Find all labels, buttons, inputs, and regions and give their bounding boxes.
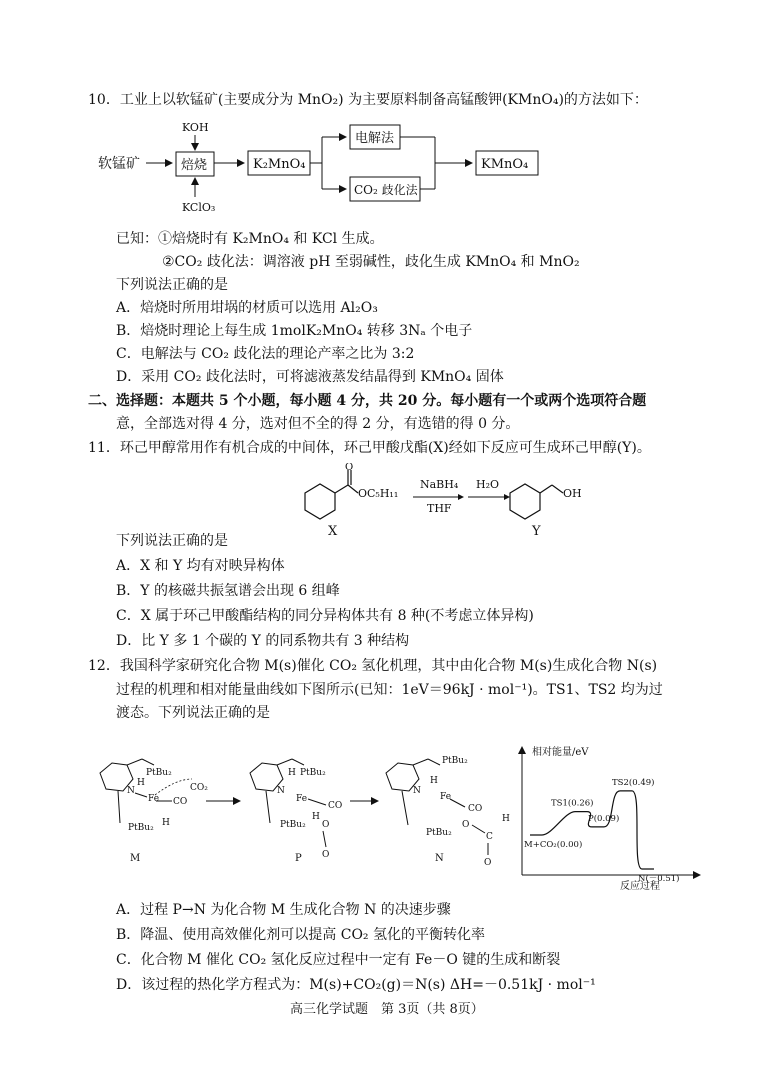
q12-option-a: A．过程 P→N 为化合物 M 生成化合物 N 的决速步骤	[116, 902, 451, 918]
svg-text:O: O	[322, 820, 330, 830]
svg-text:PtBu₂: PtBu₂	[426, 828, 452, 838]
q10-option-a: A．焙烧时所用坩埚的材质可以选用 Al₂O₃	[116, 300, 378, 316]
svg-text:N: N	[127, 786, 135, 796]
q12-stem-2: 过程的机理和相对能量曲线如下图所示(已知：1eV＝96kJ · mol⁻¹)。TS1、TS2 均为过	[116, 682, 663, 698]
svg-text:C: C	[486, 832, 493, 842]
svg-text:CO: CO	[468, 804, 483, 814]
q12-option-c: C．化合物 M 催化 CO₂ 氢化反应过程中一定有 Fe－O 键的生成和断裂	[116, 952, 561, 968]
q10-option-c: C．电解法与 CO₂ 歧化法的理论产率之比为 3:2	[116, 346, 415, 362]
svg-text:O: O	[484, 858, 492, 868]
q11-stem: 11．环己甲醇常用作有机合成的中间体，环己甲酸戊酯(X)经如下反应可生成环己甲醇(Y)。	[88, 440, 651, 456]
svg-text:Fe: Fe	[296, 794, 308, 804]
flow-roast: 焙烧	[181, 158, 208, 173]
q11-option-c: C．X 属于环己甲酸酯结构的同分异构体共有 8 种(不考虑立体异构)	[116, 608, 534, 624]
energy-profile-chart	[522, 745, 700, 892]
label-n: N	[435, 853, 444, 864]
compound-p-structure	[250, 759, 342, 864]
svg-text:N: N	[413, 786, 421, 796]
section2-line2: 意，全部选对得 4 分，选对但不全的得 2 分，有选错的得 0 分。	[116, 416, 520, 432]
compound-n-structure	[386, 756, 510, 868]
x-cyclohexane-ring	[305, 484, 335, 519]
svg-text:CO₂: CO₂	[190, 783, 208, 793]
svg-text:H: H	[430, 776, 438, 786]
q12-stem-3: 渡态。下列说法正确的是	[116, 705, 270, 721]
svg-text:H: H	[288, 768, 296, 778]
energy-ylabel: 相对能量/eV	[532, 747, 589, 758]
energy-point-label: TS1(0.26)	[551, 798, 594, 809]
reagent-nabh4: NaBH₄	[420, 478, 459, 491]
svg-text:PtBu₂: PtBu₂	[300, 768, 326, 778]
svg-text:O: O	[322, 850, 330, 860]
svg-text:Fe: Fe	[148, 794, 160, 804]
q11-option-b: B．Y 的核磁共振氢谱会出现 6 组峰	[116, 583, 340, 599]
flow-source: 软锰矿	[98, 156, 140, 172]
energy-point-label: P(0.09)	[588, 813, 620, 824]
flow-product: KMnO₄	[481, 157, 529, 172]
q11-ask: 下列说法正确的是	[116, 533, 228, 549]
svg-text:CO: CO	[173, 797, 188, 807]
energy-point-label: M+CO₂(0.00)	[524, 840, 583, 850]
q10-stem: 10．工业上以软锰矿(主要成分为 MnO₂) 为主要原料制备高锰酸钾(KMnO₄)的方法如下：	[88, 92, 648, 108]
energy-point-label: N(－0.51)	[638, 874, 680, 884]
flow-koh: KOH	[182, 121, 209, 134]
label-p: P	[295, 853, 302, 864]
svg-text:H: H	[137, 778, 145, 788]
q12-option-d: D．该过程的热化学方程式为：M(s)+CO₂(g)＝N(s) ΔH=－0.51kJ · mol⁻¹	[116, 977, 596, 993]
svg-text:Fe: Fe	[440, 792, 452, 802]
y-label: Y	[532, 524, 541, 539]
q12-mechanism-figure	[90, 735, 710, 895]
q10-known-1: 已知：①焙烧时有 K₂MnO₄ 和 KCl 生成。	[116, 231, 384, 247]
x-ester-group: OC₅H₁₁	[358, 487, 399, 500]
q10-ask: 下列说法正确的是	[116, 277, 228, 293]
q10-option-d: D．采用 CO₂ 歧化法时，可将滤液蒸发结晶得到 KMnO₄ 固体	[116, 369, 504, 385]
q10-option-b: B．焙烧时理论上每生成 1molK₂MnO₄ 转移 3Nₐ 个电子	[116, 323, 473, 339]
q12-option-b: B．降温、使用高效催化剂可以提高 CO₂ 氢化的平衡转化率	[116, 927, 485, 943]
svg-text:N: N	[277, 786, 285, 796]
q11-option-d: D．比 Y 多 1 个碳的 Y 的同系物共有 3 种结构	[116, 633, 410, 649]
flow-kclo3: KClO₃	[182, 201, 216, 214]
svg-text:H: H	[312, 812, 320, 822]
energy-xlabel: 反应过程	[620, 881, 660, 892]
reagent-h2o: H₂O	[476, 478, 500, 491]
label-m: M	[130, 853, 141, 864]
q10-known-2: ②CO₂ 歧化法：调溶液 pH 至弱碱性，歧化生成 KMnO₄ 和 MnO₂	[162, 254, 580, 270]
energy-point-label: TS2(0.49)	[612, 777, 655, 788]
x-label: X	[328, 524, 338, 539]
svg-text:O: O	[462, 820, 470, 830]
q10-flowchart	[90, 115, 590, 220]
svg-text:PtBu₂: PtBu₂	[146, 768, 172, 778]
y-cyclohexane-ring	[510, 484, 540, 519]
svg-text:CO: CO	[328, 801, 343, 811]
flow-k2mno4: K₂MnO₄	[253, 157, 306, 172]
y-oh: OH	[563, 487, 582, 500]
svg-text:PtBu₂: PtBu₂	[128, 823, 154, 833]
flow-co2: CO₂ 歧化法	[354, 183, 418, 197]
x-carbonyl-o: O	[345, 463, 354, 473]
section2-header: 二、选择题：本题共 5 个小题，每小题 4 分，共 20 分。每小题有一个或两个选项符合题	[88, 393, 647, 409]
q11-option-a: A．X 和 Y 均有对映异构体	[116, 558, 285, 574]
flow-electrolysis: 电解法	[355, 131, 395, 146]
svg-text:PtBu₂: PtBu₂	[442, 756, 468, 766]
svg-text:PtBu₂: PtBu₂	[280, 820, 306, 830]
compound-m-structure	[100, 759, 208, 864]
svg-text:H: H	[162, 818, 170, 828]
svg-text:H: H	[502, 814, 510, 824]
reagent-thf: THF	[427, 502, 452, 515]
q12-stem-1: 12．我国科学家研究化合物 M(s)催化 CO₂ 氢化机理，其中由化合物 M(s)生成化合物 N(s)	[88, 658, 658, 674]
q11-reaction-scheme	[280, 463, 600, 543]
page-footer: 高三化学试题 第 3页（共 8页）	[290, 1002, 484, 1017]
